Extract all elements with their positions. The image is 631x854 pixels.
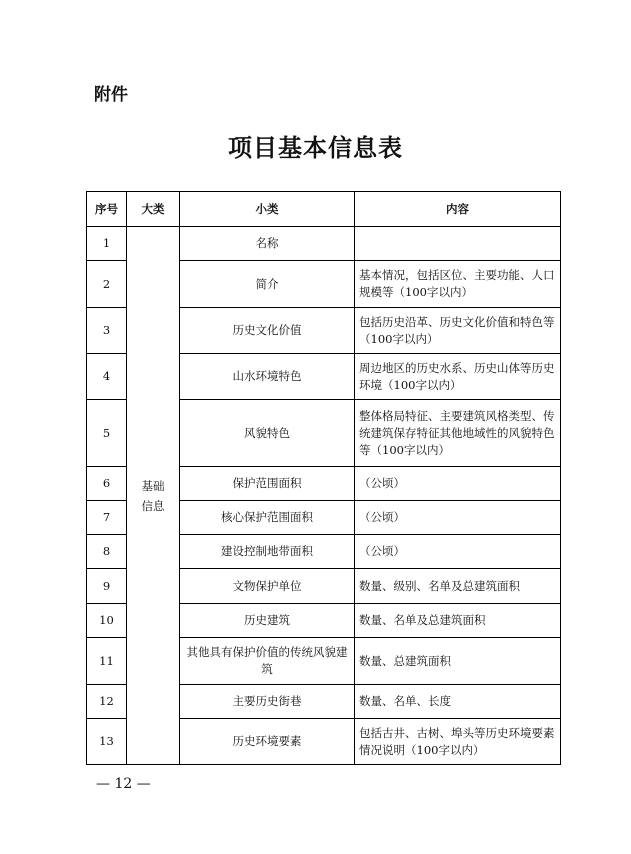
- content-cell: 包括古井、古树、埠头等历史环境要素情况说明（100字以内）: [355, 719, 561, 765]
- content-cell: 数量、级别、名单及总建筑面积: [355, 569, 561, 604]
- attachment-label: 附件: [94, 85, 128, 105]
- subcategory-cell: 核心保护范围面积: [180, 501, 355, 535]
- row-number: 3: [87, 308, 127, 354]
- subcategory-cell: 山水环境特色: [180, 354, 355, 400]
- content-cell: 数量、名单、长度: [355, 685, 561, 719]
- subcategory-cell: 主要历史街巷: [180, 685, 355, 719]
- subcategory-cell: 保护范围面积: [180, 467, 355, 501]
- header-subcategory: 小类: [180, 192, 355, 227]
- content-cell: 基本情况，包括区位、主要功能、人口规模等（100字以内）: [355, 261, 561, 308]
- content-cell: 周边地区的历史水系、历史山体等历史环境（100字以内）: [355, 354, 561, 400]
- subcategory-cell: 历史建筑: [180, 604, 355, 638]
- subcategory-cell: 名称: [180, 227, 355, 261]
- header-category: 大类: [127, 192, 180, 227]
- subcategory-cell: 文物保护单位: [180, 569, 355, 604]
- row-number: 6: [87, 467, 127, 501]
- row-number: 10: [87, 604, 127, 638]
- content-cell: [355, 227, 561, 261]
- page-number: — 12 —: [96, 776, 151, 792]
- subcategory-cell: 历史文化价值: [180, 308, 355, 354]
- subcategory-cell: 其他具有保护价值的传统风貌建筑: [180, 638, 355, 685]
- content-cell: 数量、名单及总建筑面积: [355, 604, 561, 638]
- header-no: 序号: [87, 192, 127, 227]
- row-number: 4: [87, 354, 127, 400]
- page-title: 项目基本信息表: [228, 133, 403, 162]
- subcategory-cell: 历史环境要素: [180, 719, 355, 765]
- row-number: 13: [87, 719, 127, 765]
- content-cell: 包括历史沿革、历史文化价值和特色等（100字以内）: [355, 308, 561, 354]
- row-number: 8: [87, 535, 127, 569]
- row-number: 9: [87, 569, 127, 604]
- row-number: 12: [87, 685, 127, 719]
- content-cell: （公顷）: [355, 467, 561, 501]
- category-cell: 基础 信息: [127, 227, 180, 765]
- subcategory-cell: 建设控制地带面积: [180, 535, 355, 569]
- header-content: 内容: [355, 192, 561, 227]
- subcategory-cell: 简介: [180, 261, 355, 308]
- content-cell: 整体格局特征、主要建筑风格类型、传统建筑保存特征其他地域性的风貌特色等（100字以内）: [355, 400, 561, 467]
- row-number: 11: [87, 638, 127, 685]
- table-row: [87, 227, 561, 261]
- project-info-table: [86, 191, 561, 765]
- row-number: 7: [87, 501, 127, 535]
- content-cell: （公顷）: [355, 535, 561, 569]
- content-cell: 数量、总建筑面积: [355, 638, 561, 685]
- content-cell: （公顷）: [355, 501, 561, 535]
- subcategory-cell: 风貌特色: [180, 400, 355, 467]
- row-number: 5: [87, 400, 127, 467]
- row-number: 2: [87, 261, 127, 308]
- row-number: 1: [87, 227, 127, 261]
- table-header-row: [87, 192, 561, 227]
